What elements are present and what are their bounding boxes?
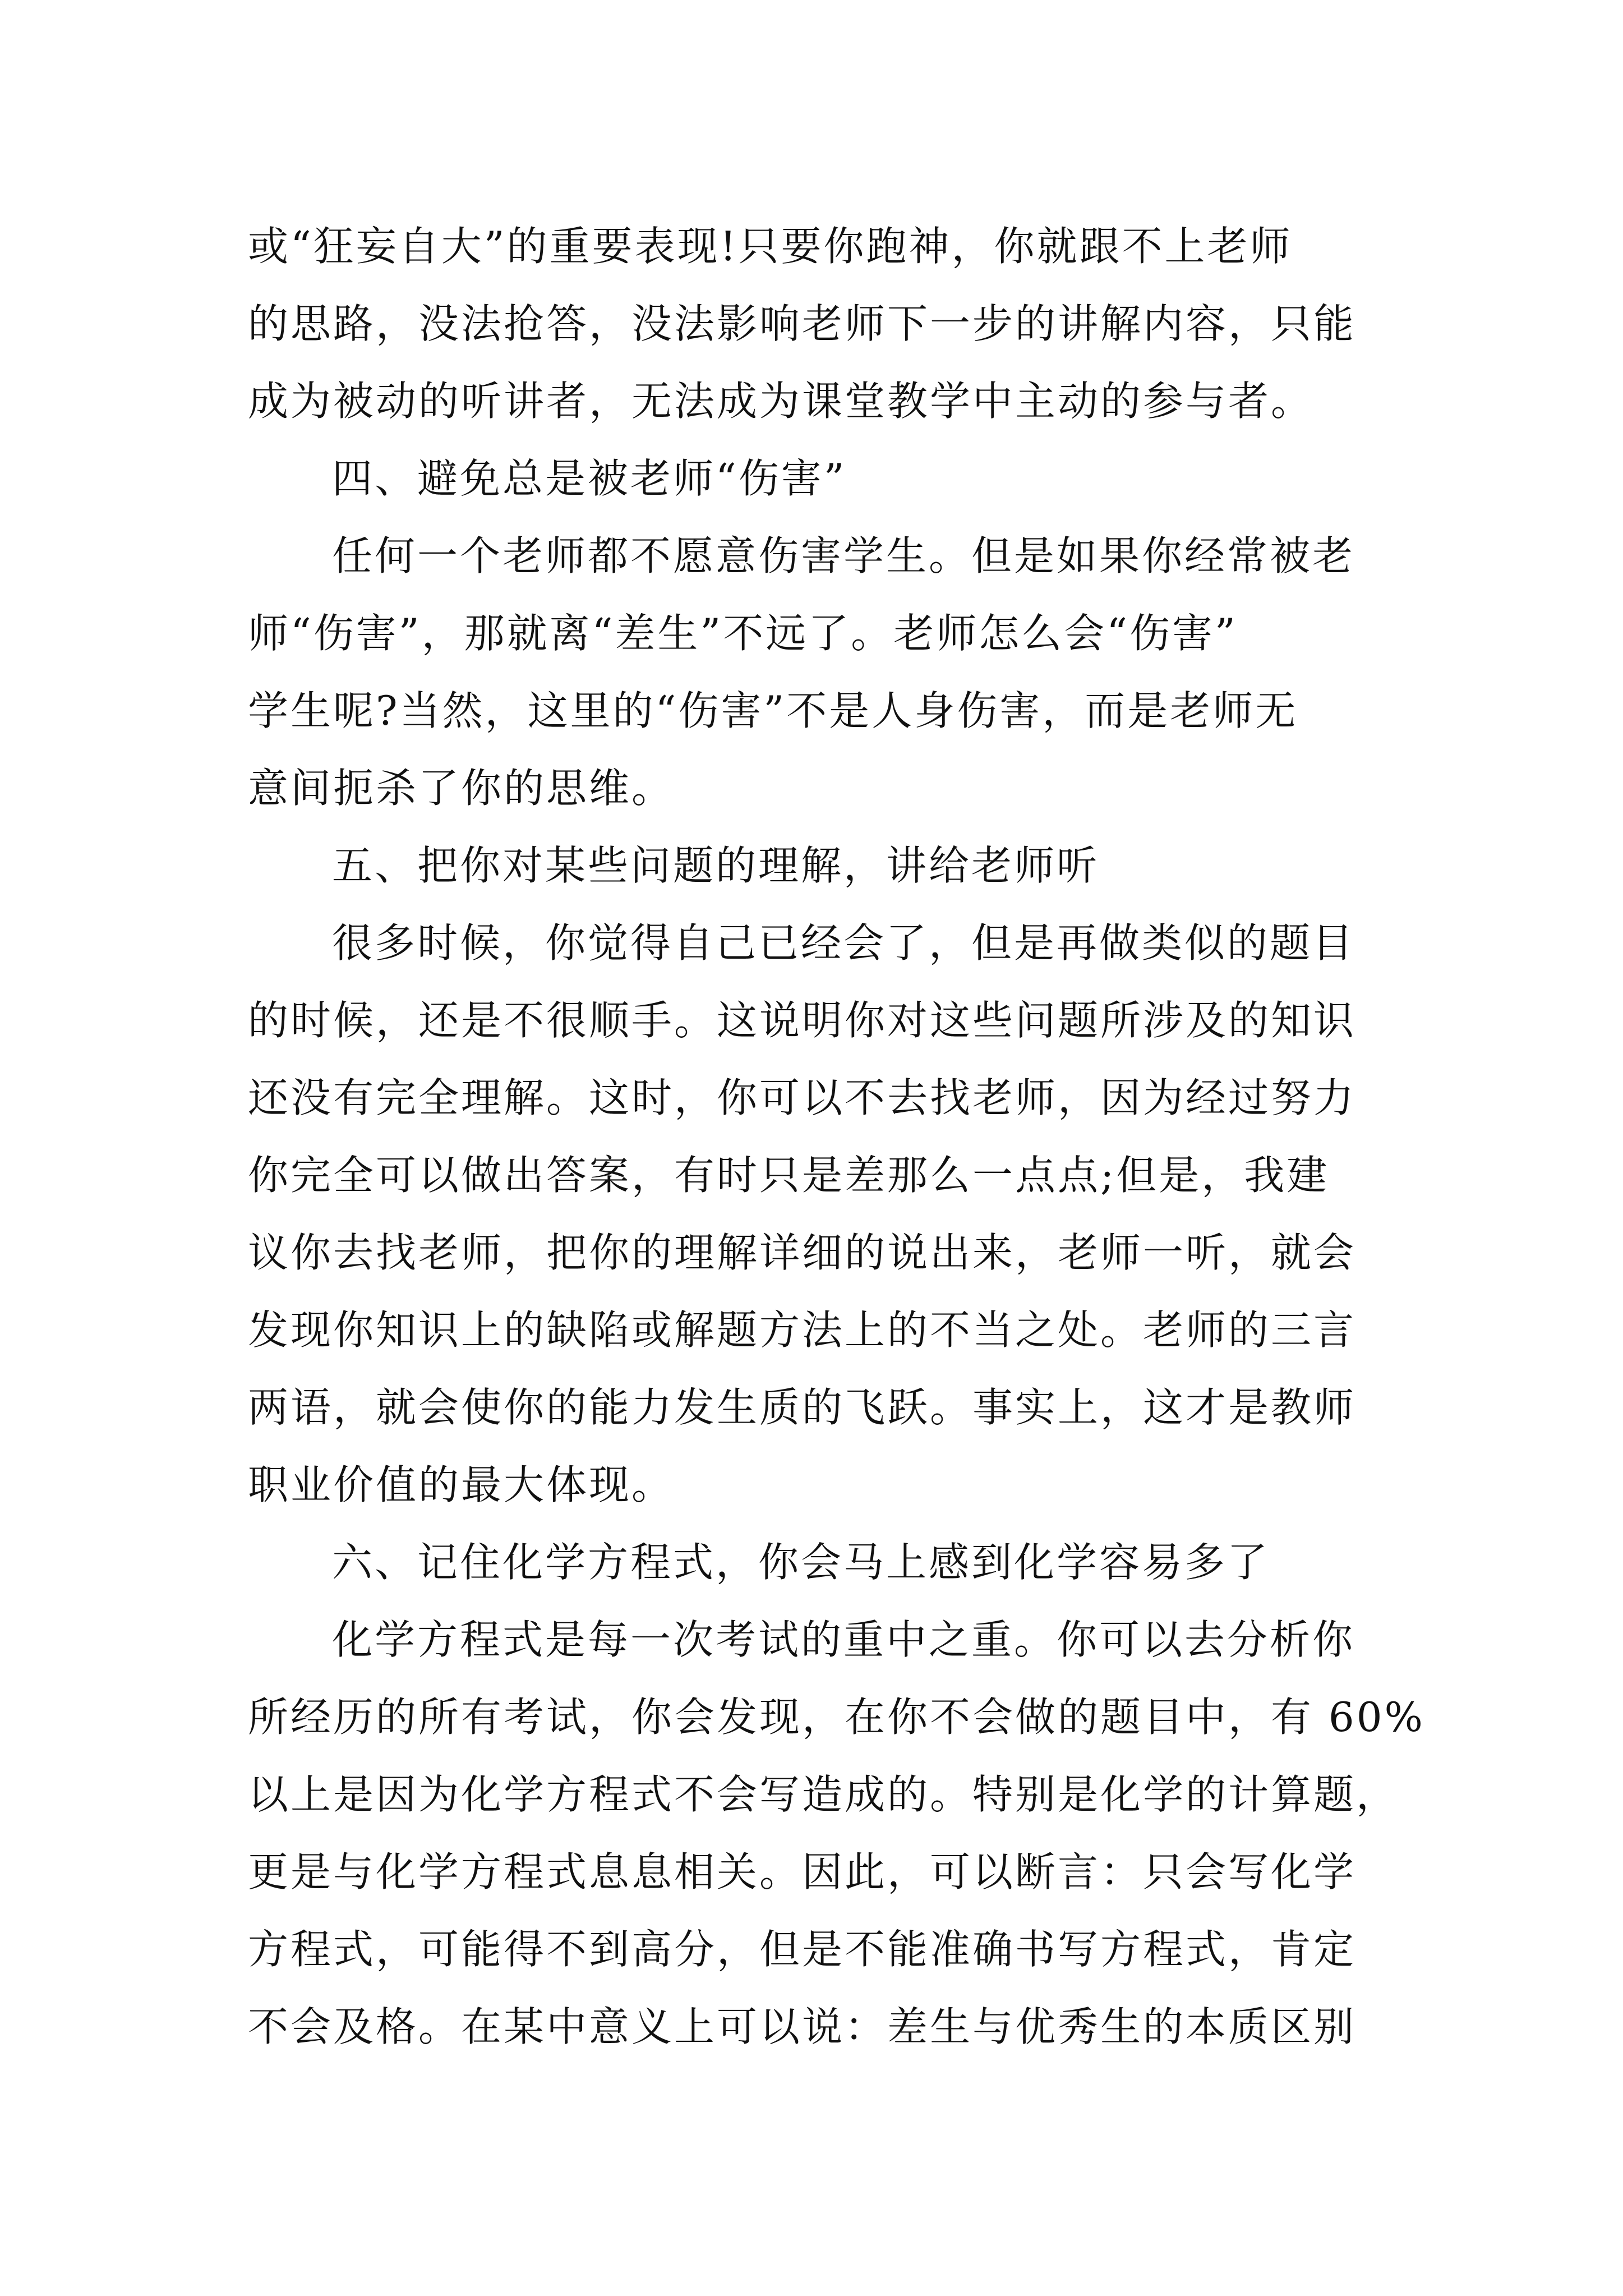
text-line: 不会及格。在某中意义上可以说：差生与优秀生的本质区别	[248, 2003, 1357, 2050]
text-line: 成为被动的听讲者，无法成为课堂教学中主动的参与者。	[248, 378, 1314, 425]
text-line: 的时候，还是不很顺手。这说明你对这些问题所涉及的知识	[248, 997, 1357, 1044]
paragraph-first-line: 五、把你对某些问题的理解，讲给老师听	[332, 842, 1100, 889]
text-line: 师“伤害”，那就离“差生”不远了。老师怎么会“伤害”	[248, 610, 1238, 657]
text-line: 还没有完全理解。这时，你可以不去找老师，因为经过努力	[248, 1074, 1357, 1121]
text-line: 你完全可以做出答案，有时只是差那么一点点;但是，我建	[248, 1152, 1330, 1199]
text-line: 或“狂妄自大”的重要表现!只要你跑神，你就跟不上老师	[248, 223, 1293, 270]
text-line: 的思路，没法抢答，没法影响老师下一步的讲解内容，只能	[248, 300, 1357, 347]
text-line: 意间扼杀了你的思维。	[248, 765, 675, 812]
paragraph-first-line: 很多时候，你觉得自己已经会了，但是再做类似的题目	[332, 919, 1355, 967]
text-line: 所经历的所有考试，你会发现，在你不会做的题目中，有 60%	[248, 1694, 1425, 1741]
paragraph-first-line: 四、避免总是被老师“伤害”	[332, 455, 847, 502]
text-line: 两语，就会使你的能力发生质的飞跃。事实上，这才是教师	[248, 1384, 1357, 1431]
text-line: 更是与化学方程式息息相关。因此，可以断言：只会写化学	[248, 1848, 1357, 1895]
text-line: 以上是因为化学方程式不会写造成的。特别是化学的计算题，	[248, 1771, 1399, 1818]
paragraph-first-line: 任何一个老师都不愿意伤害学生。但是如果你经常被老	[332, 532, 1355, 579]
text-line: 发现你知识上的缺陷或解题方法上的不当之处。老师的三言	[248, 1306, 1357, 1354]
text-line: 方程式，可能得不到高分，但是不能准确书写方程式，肯定	[248, 1926, 1357, 1973]
text-line: 职业价值的最大体现。	[248, 1461, 675, 1508]
text-line: 议你去找老师，把你的理解详细的说出来，老师一听，就会	[248, 1229, 1357, 1276]
text-line: 学生呢?当然，这里的“伤害”不是人身伤害，而是老师无	[248, 687, 1298, 734]
document-body	[248, 208, 1425, 2065]
paragraph-first-line: 化学方程式是每一次考试的重中之重。你可以去分析你	[332, 1616, 1355, 1663]
paragraph-first-line: 六、记住化学方程式，你会马上感到化学容易多了	[332, 1539, 1270, 1586]
